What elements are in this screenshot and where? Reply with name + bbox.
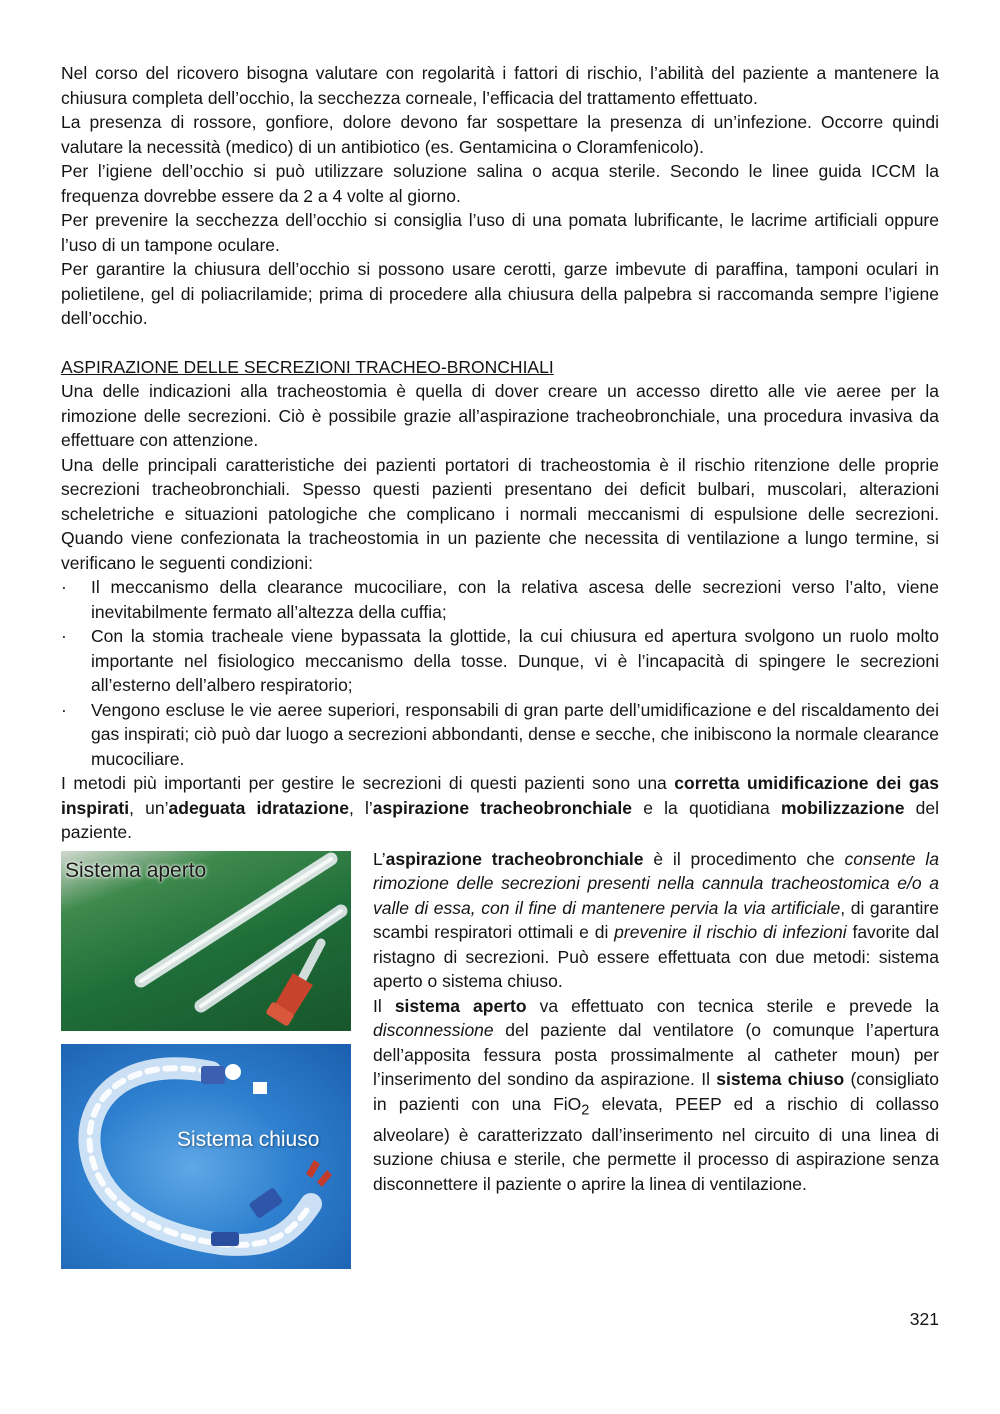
methods-bold-aspiration: aspirazione tracheobronchiale (372, 797, 632, 818)
aspiration-text: , di garantire scambi respiratori ottimali e di (373, 897, 940, 942)
methods-bold-hydration: adeguata idratazione (168, 797, 349, 818)
page-content (61, 61, 939, 1277)
aspiration-italic-infection: prevenire il rischio di infezioni (614, 922, 847, 942)
closed-system-photo (61, 1044, 351, 1269)
list-item (61, 624, 939, 698)
page-number: 321 (909, 1309, 939, 1329)
section-paragraph-1: Una delle indicazioni alla tracheostomia è quella di dover creare un accesso diretto alle vie aeree per la rimozione delle secrezioni. Ciò è possibile grazie all’aspirazione tracheobronchiale, una procedura invasiva da effettuare con attenzione. (61, 381, 939, 450)
aspiration-text: è il procedimento che (643, 848, 845, 869)
system-text: del paziente dal ventilatore (o comunque l’apertura dell’apposita fessura posta prossimalmente al catheter moun) per l’inserimento del sondino da aspirazione. Il (373, 1020, 939, 1089)
open-system-photo (61, 851, 351, 1031)
methods-paragraph (61, 771, 939, 845)
open-system-bold: sistema aperto (394, 995, 527, 1016)
list-item-text: Con la stomia tracheale viene bypassata la glottide, la cui chiusura ed apertura svolgono un ruolo molto importante nel fisiologico meccanismo della tosse. Dunque, vi è l’incapacità di spingere le secrezioni all’esterno dell’albero respiratorio; (91, 626, 939, 695)
system-text: Il (373, 995, 395, 1016)
figure-and-text-row (61, 847, 939, 1277)
fio2-subscript: 2 (581, 1102, 590, 1118)
disconnection-italic: disconnessione (373, 1020, 494, 1040)
methods-text: , un’ (129, 797, 169, 818)
methods-text: , l’ (348, 797, 373, 818)
list-item-text: Vengono escluse le vie aeree superiori, responsabili di gran parte dell’umidificazione e del riscaldamento dei gas inspirati; ciò può dar luogo a secrezioni abbondanti, dense e secche, che inibiscono la normale clearance mucociliare. (91, 699, 939, 769)
intro-paragraph-3: Per l’igiene dell’occhio si può utilizzare soluzione salina o acqua sterile. Secondo le linee guida ICCM la frequenza dovrebbe essere da 2 a 4 volte al giorno. (61, 161, 939, 206)
intro-paragraph-4: Per prevenire la secchezza dell’occhio si consiglia l’uso di una pomata lubrificante, le lacrime artificiali oppure l’uso di un tampone oculare. (61, 210, 939, 255)
aspiration-bold-term: aspirazione tracheobronchiale (385, 848, 644, 869)
section-heading: ASPIRAZIONE DELLE SECREZIONI TRACHEO-BRONCHIALI (61, 356, 554, 377)
closed-system-label: Sistema chiuso (177, 1127, 320, 1151)
blank-line (61, 331, 939, 355)
aspiration-text: favorite dal ristagno di secrezioni. Può essere effettuata con due metodi: sistema aperto o sistema chiuso. (373, 922, 940, 991)
methods-text: e la quotidiana (632, 797, 781, 818)
methods-text: I metodi più importanti per gestire le secrezioni di questi pazienti sono una (61, 773, 675, 793)
methods-bold-humidification: corretta umidificazione dei gas inspirati (61, 773, 939, 818)
closed-system-tubing-illustration (61, 1044, 351, 1269)
system-text: va effettuato con tecnica sterile e prevede la (526, 995, 939, 1016)
aspiration-italic-definition: consente la rimozione delle secrezioni presenti nella cannula tracheostomica e/o a valle di essa, con il fine di mantenere pervia la via artificiale (373, 848, 939, 918)
open-closed-system-paragraph (373, 994, 939, 1197)
system-text: elevata, PEEP ed a rischio di collasso alveolare) è caratterizzato dall’inserimento nel circuito di una linea di suzione chiusa e sterile, che permette il processo di aspirazione senza disconnettere il paziente o aprire la linea di ventilazione. (373, 1093, 939, 1194)
aspiration-text-column (373, 847, 939, 1197)
aspiration-paragraph (373, 847, 939, 994)
figures-column (61, 847, 353, 1269)
methods-text: del paziente. (61, 797, 940, 842)
open-system-label: Sistema aperto (65, 858, 207, 882)
closed-system-bold: sistema chiuso (716, 1069, 845, 1089)
aspiration-text: L’ (373, 848, 386, 869)
list-item (61, 698, 939, 772)
intro-paragraph-5: Per garantire la chiusura dell’occhio si possono usare cerotti, garze imbevute di paraffina, tamponi oculari in polietilene, gel di poliacrilamide; prima di procedere alla chiusura della palpebra si raccomanda sempre l’igiene dell’occhio. (61, 259, 939, 328)
bullet-marker: · (61, 626, 67, 646)
intro-paragraph-1: Nel corso del ricovero bisogna valutare con regolarità i fattori di rischio, l’abilità del paziente a mantenere la chiusura completa dell’occhio, la secchezza corneale, l’efficacia del trattamento effettuato. (61, 63, 939, 108)
system-text: (consigliato in pazienti con una FiO (373, 1069, 939, 1114)
list-item-text: Il meccanismo della clearance mucociliare, con la relativa ascesa delle secrezioni verso l’alto, viene inevitabilmente fermato all’altezza della cuffia; (91, 577, 939, 622)
conditions-list (61, 575, 939, 771)
section-paragraph-2: Una delle principali caratteristiche dei pazienti portatori di tracheostomia è il rischio ritenzione delle proprie secrezioni tracheobronchiali. Spesso questi pazienti presentano dei deficit bulbari, muscolari, alterazioni scheletriche e situazioni patologiche che complicano i normali meccanismi di espulsione delle secrezioni. Quando viene confezionata la tracheostomia in un paziente che necessita di ventilazione a lungo termine, si verificano le seguenti condizioni: (61, 454, 939, 573)
methods-bold-mobilization: mobilizzazione (780, 797, 905, 818)
list-item (61, 575, 939, 624)
intro-paragraph-2: La presenza di rossore, gonfiore, dolore devono far sospettare la presenza di un’infezione. Occorre quindi valutare la necessità (medico) di un antibiotico (es. Gentamicina o Cloramfenicolo). (61, 112, 939, 157)
bullet-marker: · (61, 699, 67, 720)
bullet-marker: · (61, 577, 67, 597)
